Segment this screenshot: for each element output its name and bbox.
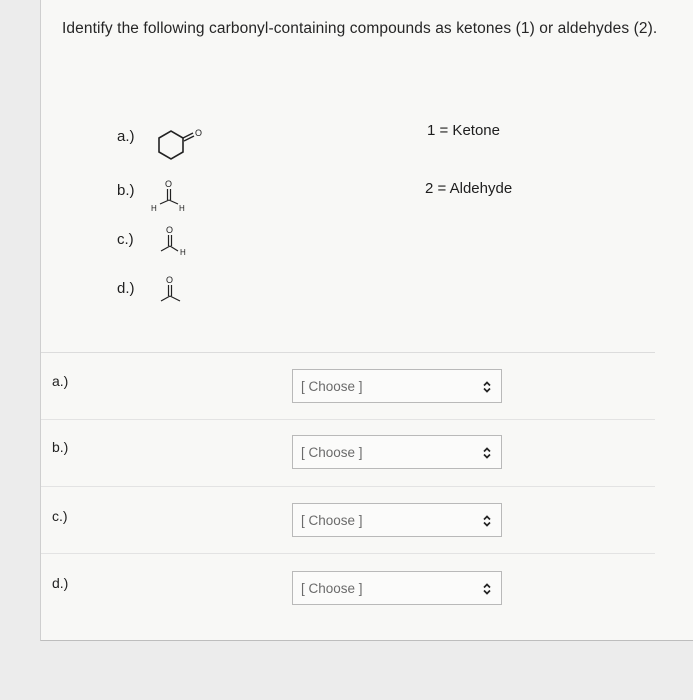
answer-select-d-value: [ Choose ]	[301, 581, 363, 596]
select-chevron-icon	[482, 446, 492, 460]
molecule-label-b: b.)	[117, 182, 135, 199]
answer-select-c-value: [ Choose ]	[301, 513, 363, 528]
answer-label-d: d.)	[52, 575, 69, 591]
molecule-b-atom-h2: H	[179, 204, 185, 213]
answer-select-c[interactable]	[292, 503, 502, 537]
question-card	[40, 0, 693, 641]
molecule-a-cyclohexanone	[153, 124, 209, 166]
select-chevron-icon	[482, 380, 492, 394]
molecule-label-a: a.)	[117, 128, 135, 145]
answer-label-b: b.)	[52, 439, 69, 455]
answer-select-a[interactable]	[292, 369, 502, 403]
select-chevron-icon	[482, 514, 492, 528]
answer-select-b-value: [ Choose ]	[301, 445, 363, 460]
molecule-c-atom-o: O	[166, 225, 174, 235]
molecule-b-formaldehyde	[145, 178, 193, 214]
molecule-b-atom-h1: H	[151, 204, 157, 213]
answer-select-a-value: [ Choose ]	[301, 379, 363, 394]
molecule-b-atom-o: O	[165, 179, 173, 189]
legend-ketone: 1 = Ketone	[427, 122, 500, 139]
molecule-label-d: d.)	[117, 280, 135, 297]
molecule-d-atom-o: O	[166, 275, 174, 285]
divider	[41, 352, 655, 353]
divider	[41, 486, 655, 487]
molecule-label-c: c.)	[117, 231, 134, 248]
answer-label-a: a.)	[52, 373, 69, 389]
answer-select-d[interactable]	[292, 571, 502, 605]
divider	[41, 553, 655, 554]
question-text: Identify the following carbonyl-containing compounds as ketones (1) or aldehydes (2).	[62, 20, 658, 37]
answer-select-b[interactable]	[292, 435, 502, 469]
select-chevron-icon	[482, 582, 492, 596]
divider	[41, 419, 655, 420]
molecule-c-acetaldehyde	[153, 224, 193, 258]
answer-label-c: c.)	[52, 508, 68, 524]
molecule-c-atom-h: H	[180, 248, 186, 257]
legend-aldehyde: 2 = Aldehyde	[425, 180, 513, 197]
molecule-d-acetone	[153, 274, 193, 308]
molecule-a-atom-o: O	[195, 128, 203, 138]
